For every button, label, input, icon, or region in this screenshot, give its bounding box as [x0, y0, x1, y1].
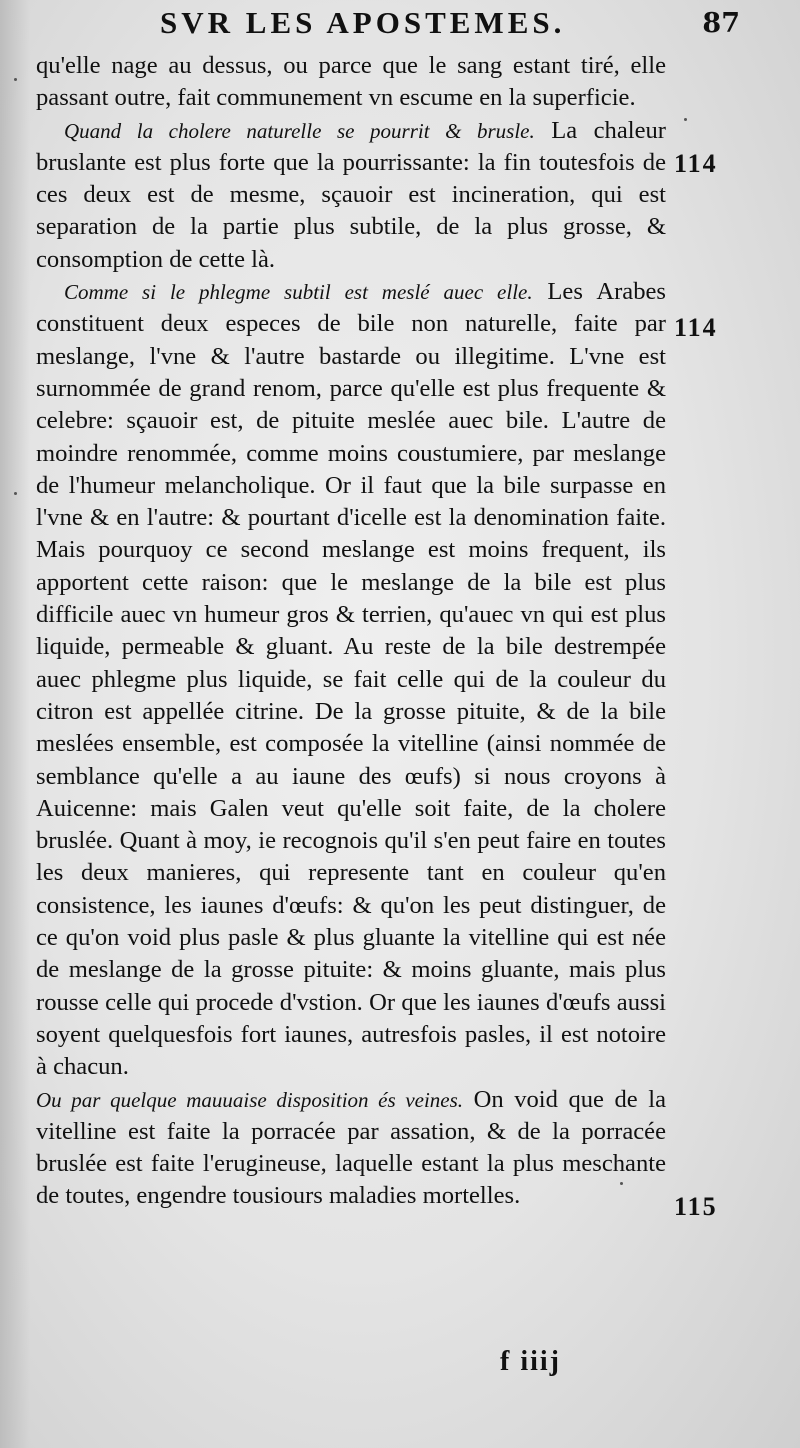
paragraph-cholere — [36, 115, 666, 276]
paragraph-text: qu'elle nage au dessus, ou parce que le sang estant tiré, elle passant outre, fait communement vn escume en la superficie. — [36, 52, 666, 112]
margin-number: 114 — [674, 149, 718, 178]
page-number: 87 — [702, 8, 740, 39]
lemma-cholere: Quand la cholere naturelle se pourrit & brusle. — [64, 118, 535, 143]
gutter-shadow — [0, 0, 30, 1448]
body-text — [36, 50, 666, 1213]
margin-number: 115 — [674, 1192, 718, 1221]
running-title: SVR LES APOSTEMES. — [160, 5, 566, 40]
paragraph-veines — [36, 1084, 666, 1213]
ink-speck — [684, 118, 687, 121]
page-header — [150, 4, 740, 44]
lemma-phlegme: Comme si le phlegme subtil est meslé auec elle. — [64, 280, 533, 305]
signature-mark: f iiij — [500, 1346, 561, 1377]
paragraph-text: La chaleur bruslante est plus forte que la pourrissante: la fin toutesfois de ces deux est de mesme, sçauoir est incineration, qui est separation de la partie plus subtile, de la plus grosse, & consomption de cette là. — [36, 116, 666, 273]
ink-speck — [14, 78, 17, 81]
lemma-veines: Ou par quelque mauuaise disposition és veines. — [36, 1087, 464, 1112]
paragraph-phlegme — [36, 276, 666, 1083]
paragraph-continuation — [36, 50, 666, 115]
margin-number: 114 — [674, 313, 718, 342]
ink-speck — [14, 492, 17, 495]
paragraph-text: Les Arabes constituent deux especes de bile non naturelle, faite par meslange, l'vne & l'autre bastarde ou illegitime. L'vne est surnommée de grand renom, parce qu'elle est plus frequente & celebre: sçauoir est, de pituite meslée auec bile. L'autre de moindre renommée, comme moins coustumiere, par meslange de l'humeur melancholique. Or il faut que la bile surpasse en l'vne & en l'autre: & pourtant d'icelle est la denomination faite. Mais pourquoy ce second meslange est moins frequent, ils apportent cette raison: que le meslange de la bile est plus difficile auec vn humeur gros & terrien, qu'auec vn qui est plus liquide, permeable & gluant. Au reste de la bile destrempée auec phlegme plus liquide, se fait celle qui de la couleur du citron est appellée citrine. De la grosse pituite, & de la bile meslées ensemble, est composée la vitelline (ainsi nommée de semblance qu'elle a au iaune des œufs) si nous croyons à Auicenne: mais Galen veut qu'elle soit faite, de la cholere bruslée. Quant à moy, ie recognois qu'il s'en peut faire en toutes les deux manieres, qui represente tant en couleur qu'en consistence, les iaunes d'œufs: & qu'on les peut distinguer, de ce qu'on void plus pasle & plus gluante la vitelline qui est née de meslange de la grosse pituite: & moins gluante, mais plus rousse celle qui procede d'vstion. Or que les iaunes d'œufs aussi soyent quelquesfois fort iaunes, autresfois pasles, il est notoire à chacun. — [36, 278, 666, 1081]
ink-speck — [620, 1182, 623, 1185]
paragraph-text: On void que de la vitelline est faite la porracée par assation, & de la porracée bruslée est faite l'erugineuse, laquelle estant la plus meschante de toutes, engendre tousiours maladies mortelles. — [36, 1085, 666, 1210]
